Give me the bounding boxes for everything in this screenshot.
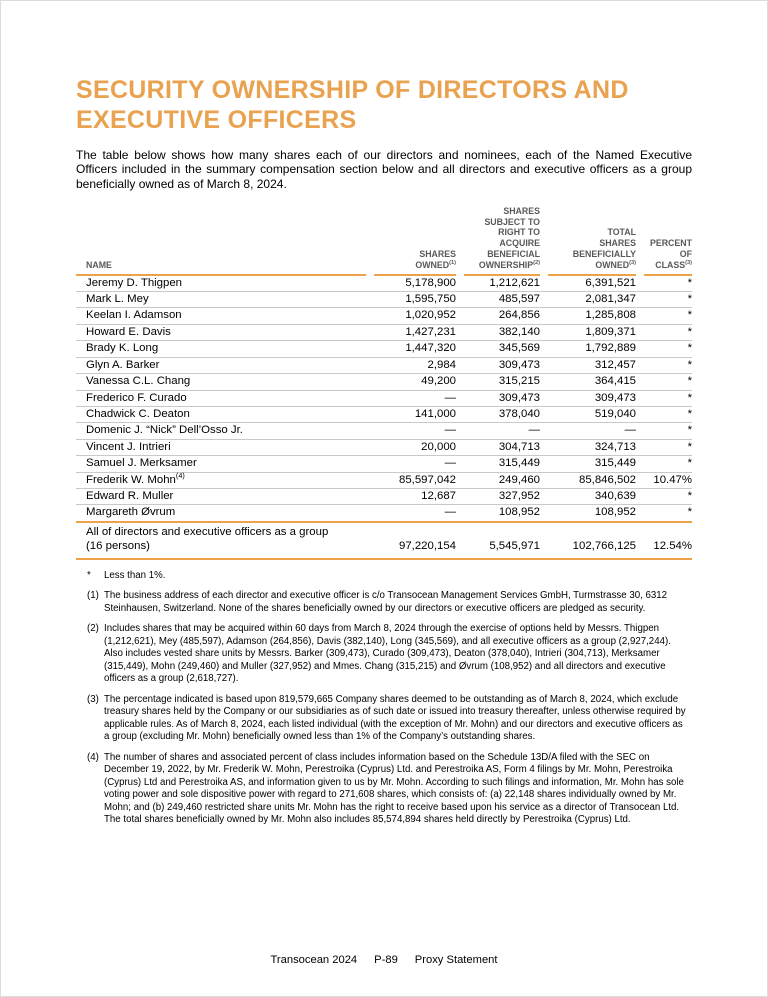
name-cell: Mark L. Mey <box>86 293 149 306</box>
table-row <box>76 489 692 505</box>
value-cell: 304,713 <box>498 440 540 453</box>
footnote <box>76 590 692 615</box>
name-cell: Howard E. Davis <box>86 325 171 338</box>
name-cell: Domenic J. “Nick” Dell’Osso Jr. <box>86 424 243 437</box>
value-cell: * <box>687 506 692 519</box>
page-footer <box>1 954 767 966</box>
value-cell: 2,984 <box>427 358 456 371</box>
value-cell: 1,792,889 <box>585 342 636 355</box>
name-cell: Frederico F. Curado <box>86 391 187 404</box>
value-cell: 340,639 <box>594 489 636 502</box>
value-cell: 249,460 <box>498 473 540 486</box>
ownership-table <box>76 206 692 560</box>
total-row <box>76 523 692 560</box>
value-cell: 1,595,750 <box>405 293 456 306</box>
table-row <box>76 374 692 390</box>
value-cell: * <box>687 309 692 322</box>
value-cell: 1,809,371 <box>585 325 636 338</box>
value-cell: 85,597,042 <box>398 473 456 486</box>
footer-page-number: P-89 <box>374 954 398 966</box>
footnote-marker: (2) <box>87 623 99 635</box>
value-cell: 12,687 <box>421 489 456 502</box>
total-right-to-acquire: 5,545,971 <box>489 540 540 553</box>
value-cell: 382,140 <box>498 325 540 338</box>
table-row <box>76 292 692 308</box>
table-row <box>76 407 692 423</box>
footnote <box>76 752 692 827</box>
footnote <box>76 623 692 686</box>
footnote-text: Includes shares that may be acquired within 60 days from March 8, 2024 through the exercise of options held by Messrs. Thigpen (1,212,621), Mey (485,597), Adamson (264,856), Davis (382,140), Long (345,569), and all executive officers as a group (2,927,244). Also includes vested share units by Messrs. Barker (309,473), Curado (309,473), Deaton (378,040), Intrieri (304,713), Merksamer (315,449), Mohn (249,460) and Muller (327,952) and Mmes. Chang (315,215) and Øvrum (108,952) and all directors and executive officers as a group (2,618,727). <box>104 623 671 685</box>
name-cell: Frederik W. Mohn$^{(4)}$ <box>86 470 185 486</box>
value-cell: 264,856 <box>498 309 540 322</box>
column-header-total-owned: TOTAL SHARES BENEFICIALLY OWNED$^{(3)}$ <box>548 227 636 275</box>
value-cell: 108,952 <box>594 506 636 519</box>
footnote-marker: * <box>87 569 91 581</box>
value-cell: — <box>624 424 636 437</box>
value-cell: 6,391,521 <box>585 276 636 289</box>
table-row <box>76 308 692 324</box>
table-row <box>76 325 692 341</box>
footnote-marker: (4) <box>87 751 99 763</box>
value-cell: 49,200 <box>421 375 456 388</box>
value-cell: — <box>528 424 540 437</box>
footnote-text: The business address of each director and executive officer is c/o Transocean Management Services GmbH, Turmstrasse 30, 6312 Steinhausen, Switzerland. None of the shares beneficially owned by our directors or executive officers are pledged as security. <box>104 590 668 614</box>
value-cell: * <box>687 440 692 453</box>
value-cell: 315,449 <box>498 457 540 470</box>
value-cell: 345,569 <box>498 342 540 355</box>
footnote-ref: (1) <box>449 259 456 266</box>
footnote <box>76 694 692 744</box>
value-cell: 312,457 <box>594 358 636 371</box>
table-row <box>76 358 692 374</box>
value-cell: 309,473 <box>498 391 540 404</box>
total-shares-owned: 97,220,154 <box>398 540 456 553</box>
footnote-ref: (4) <box>175 470 185 480</box>
value-cell: 1,285,808 <box>585 309 636 322</box>
value-cell: 309,473 <box>498 358 540 371</box>
footnotes-section <box>76 570 692 827</box>
table-row <box>76 423 692 439</box>
table-row <box>76 391 692 407</box>
total-shares-beneficially-owned: 102,766,125 <box>572 540 636 553</box>
footnote-ref: (2) <box>533 259 540 266</box>
value-cell: 10.47% <box>653 473 692 486</box>
name-cell: Brady K. Long <box>86 342 159 355</box>
column-header-right-to-acquire: SHARES SUBJECT TO RIGHT TO ACQUIRE BENEFICIAL OWNERSHIP$^{(2)}$ <box>464 206 540 276</box>
value-cell: 327,952 <box>498 489 540 502</box>
value-cell: 1,447,320 <box>405 342 456 355</box>
table-row <box>76 505 692 520</box>
footnote-text: Less than 1%. <box>104 569 166 581</box>
table-header-row <box>76 206 692 276</box>
footnote-marker: (1) <box>87 590 99 602</box>
column-header-shares-owned: SHARES OWNED$^{(1)}$ <box>374 249 456 276</box>
value-cell: 378,040 <box>498 407 540 420</box>
value-cell: 108,952 <box>498 506 540 519</box>
value-cell: * <box>687 358 692 371</box>
table-row <box>76 341 692 357</box>
value-cell: 2,081,347 <box>585 293 636 306</box>
footer-brand: Transocean 2024 <box>270 954 358 966</box>
table-row <box>76 440 692 456</box>
value-cell: — <box>444 424 456 437</box>
value-cell: 5,178,900 <box>405 276 456 289</box>
value-cell: 309,473 <box>594 391 636 404</box>
value-cell: — <box>444 391 456 404</box>
page-title: SECURITY OWNERSHIP OF DIRECTORS AND EXECUTIVE OFFICERS <box>76 76 629 134</box>
column-header-name: NAME <box>76 260 366 276</box>
value-cell: — <box>444 506 456 519</box>
value-cell: * <box>687 325 692 338</box>
footnote-text: The percentage indicated is based upon 819,579,665 Company shares deemed to be outstanding as of March 8, 2024, which exclude treasury shares held by the Company or our subsidiaries as of such date or issued into treasury thereafter, unless otherwise required by applicable rules. As of March 8, 2024, each listed individual (with the exception of Mr. Mohn) and our directors and executive officers as a group (excluding Mr. Mohn) beneficially owned less than 1% of the Company’s outstanding shares. <box>104 693 686 743</box>
name-cell: Glyn A. Barker <box>86 358 160 371</box>
value-cell: * <box>687 407 692 420</box>
table-row <box>76 470 692 489</box>
footnote-text: The number of shares and associated percent of class includes information based on the Schedule 13D/A filed with the SEC on December 19, 2022, by Mr. Frederik W. Mohn, Perestroika (Cyprus) Ltd. and Perestroika AS, Form 4 filings by Mr. Mohn, Perestroika (Cyprus) Ltd and Perestroika AS, and information given to us by Mr. Mohn. According to such filings and information, Mr. Mohn has sole voting power and sole dispositive power with regard to 271,608 shares, which consists of: (a) 22,148 shares individually owned by Mr. Mohn; and (b) 249,460 restricted share units Mr. Mohn has the right to receive based upon his service as a director of Transocean Ltd. The total shares beneficially owned by Mr. Mohn also includes 85,574,894 shares held directly by Perestroika (Cyprus) Ltd. <box>104 751 684 826</box>
value-cell: 485,597 <box>498 293 540 306</box>
table-row <box>76 456 692 472</box>
value-cell: 324,713 <box>594 440 636 453</box>
name-cell: Vanessa C.L. Chang <box>86 375 191 388</box>
name-cell: Chadwick C. Deaton <box>86 407 190 420</box>
intro-paragraph: The table below shows how many shares each of our directors and nominees, each of the Named Executive Officers included in the summary compensation section below and all directors and executive officers as a group beneficially owned as of March 8, 2024. <box>76 148 692 191</box>
footer-doc-type: Proxy Statement <box>414 954 498 966</box>
table-row <box>76 276 692 292</box>
footnote-ref: (3) <box>685 259 692 266</box>
value-cell: 315,449 <box>594 457 636 470</box>
value-cell: 1,212,621 <box>489 276 540 289</box>
value-cell: * <box>687 489 692 502</box>
value-cell: 519,040 <box>594 407 636 420</box>
footnote <box>76 570 692 583</box>
value-cell: * <box>687 391 692 404</box>
name-cell: Edward R. Muller <box>86 489 174 502</box>
footnote-ref: (3) <box>629 259 636 266</box>
value-cell: * <box>687 457 692 470</box>
value-cell: 20,000 <box>421 440 456 453</box>
column-header-percent-class: PERCENT OF CLASS$^{(3)}$ <box>644 238 692 275</box>
table-body <box>76 276 692 523</box>
value-cell: * <box>687 276 692 289</box>
name-cell: Samuel J. Merksamer <box>86 457 197 470</box>
total-row-label: All of directors and executive officers as a group (16 persons) <box>86 525 329 553</box>
value-cell: 1,020,952 <box>405 309 456 322</box>
value-cell: 141,000 <box>414 407 456 420</box>
value-cell: 364,415 <box>594 375 636 388</box>
value-cell: * <box>687 424 692 437</box>
value-cell: 315,215 <box>498 375 540 388</box>
name-cell: Margareth Øvrum <box>86 506 176 519</box>
value-cell: * <box>687 375 692 388</box>
value-cell: 85,846,502 <box>578 473 636 486</box>
total-percent-of-class: 12.54% <box>653 540 692 553</box>
name-cell: Keelan I. Adamson <box>86 309 182 322</box>
value-cell: 1,427,231 <box>405 325 456 338</box>
name-cell: Jeremy D. Thigpen <box>86 276 183 289</box>
value-cell: — <box>444 457 456 470</box>
value-cell: * <box>687 293 692 306</box>
value-cell: * <box>687 342 692 355</box>
page-content <box>1 75 767 827</box>
footnote-marker: (3) <box>87 693 99 705</box>
name-cell: Vincent J. Intrieri <box>86 440 171 453</box>
